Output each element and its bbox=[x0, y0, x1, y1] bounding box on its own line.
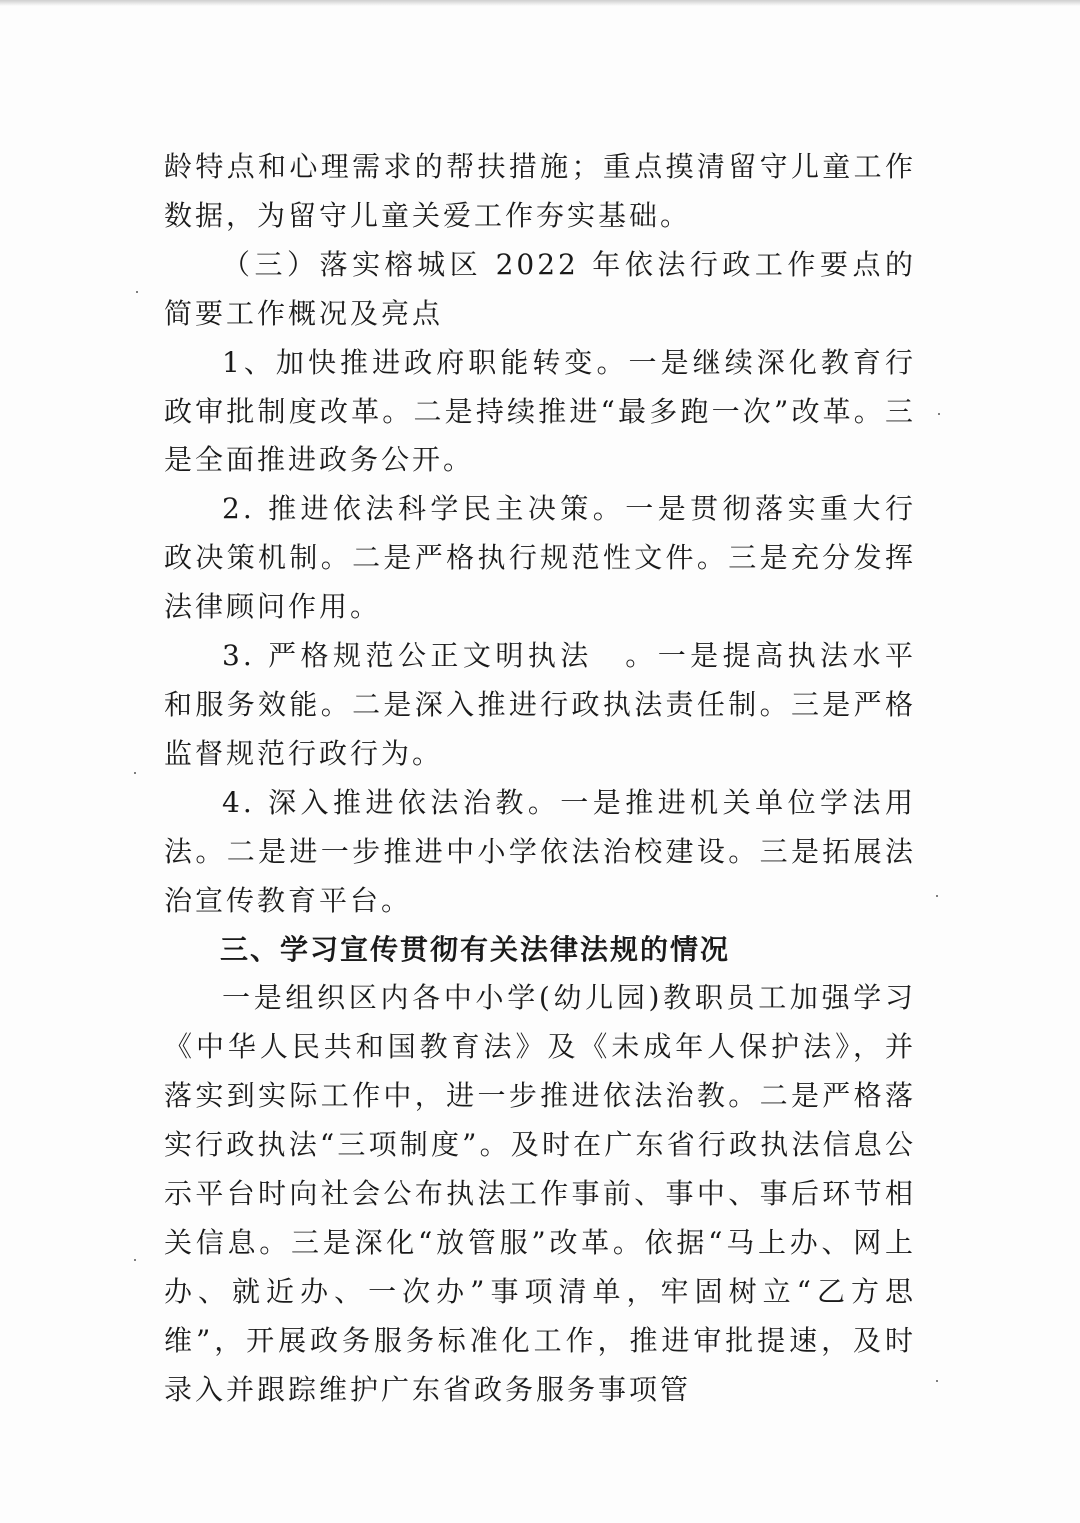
paragraph-continuation: 龄特点和心理需求的帮扶措施；重点摸清留守儿童工作数据，为留守儿童关爱工作夯实基础。 bbox=[164, 150, 916, 232]
scan-speck bbox=[134, 772, 136, 774]
scan-speck bbox=[136, 291, 138, 293]
item-1-government-functions: 1、加快推进政府职能转变。一是继续深化教育行政审批制度改革。二是持续推进“最多跑一次”改革。三是全面推进政务公开。 bbox=[164, 345, 916, 477]
scan-speck bbox=[936, 1380, 938, 1382]
item-2-decision-making: 2. 推进依法科学民主决策。一是贯彻落实重大行政决策机制。二是严格执行规范性文件。三是充分发挥法律顾问作用。 bbox=[164, 492, 916, 624]
item-4-rule-of-law-education: 4. 深入推进依法治教。一是推进机关单位学法用法。二是进一步推进中小学依法治校建设。三是拓展法治宣传教育平台。 bbox=[164, 785, 916, 917]
subheading-section-three: （三）落实榕城区 2022 年依法行政工作要点的简要工作概况及亮点 bbox=[164, 247, 916, 330]
document-body bbox=[164, 143, 916, 1415]
section-heading-three: 三、学习宣传贯彻有关法律法规的情况 bbox=[220, 932, 731, 966]
scan-top-edge bbox=[0, 0, 1080, 6]
scan-speck bbox=[938, 413, 940, 415]
paragraph-law-study: 一是组织区内各中小学(幼儿园)教职员工加强学习《中华人民共和国教育法》及《未成年人保护法》，并落实到实际工作中，进一步推进依法治教。二是严格落实行政执法“三项制度”。及时在广东省行政执法信息公示平台时向社会公布执法工作事前、事中、事后环节相关信息。三是深化“放管服”改革。依据“马上办、网上办、就近办、一次办”事项清单，牢固树立“乙方思维”，开展政务服务标准化工作，推进审批提速，及时录入并跟踪维护广东省政务服务事项管 bbox=[164, 981, 916, 1406]
scan-speck bbox=[134, 1259, 136, 1261]
scan-speck bbox=[936, 895, 938, 897]
item-3-law-enforcement: 3. 严格规范公正文明执法 。一是提高执法水平和服务效能。二是深入推进行政执法责任制。三是严格监督规范行政行为。 bbox=[164, 639, 916, 770]
